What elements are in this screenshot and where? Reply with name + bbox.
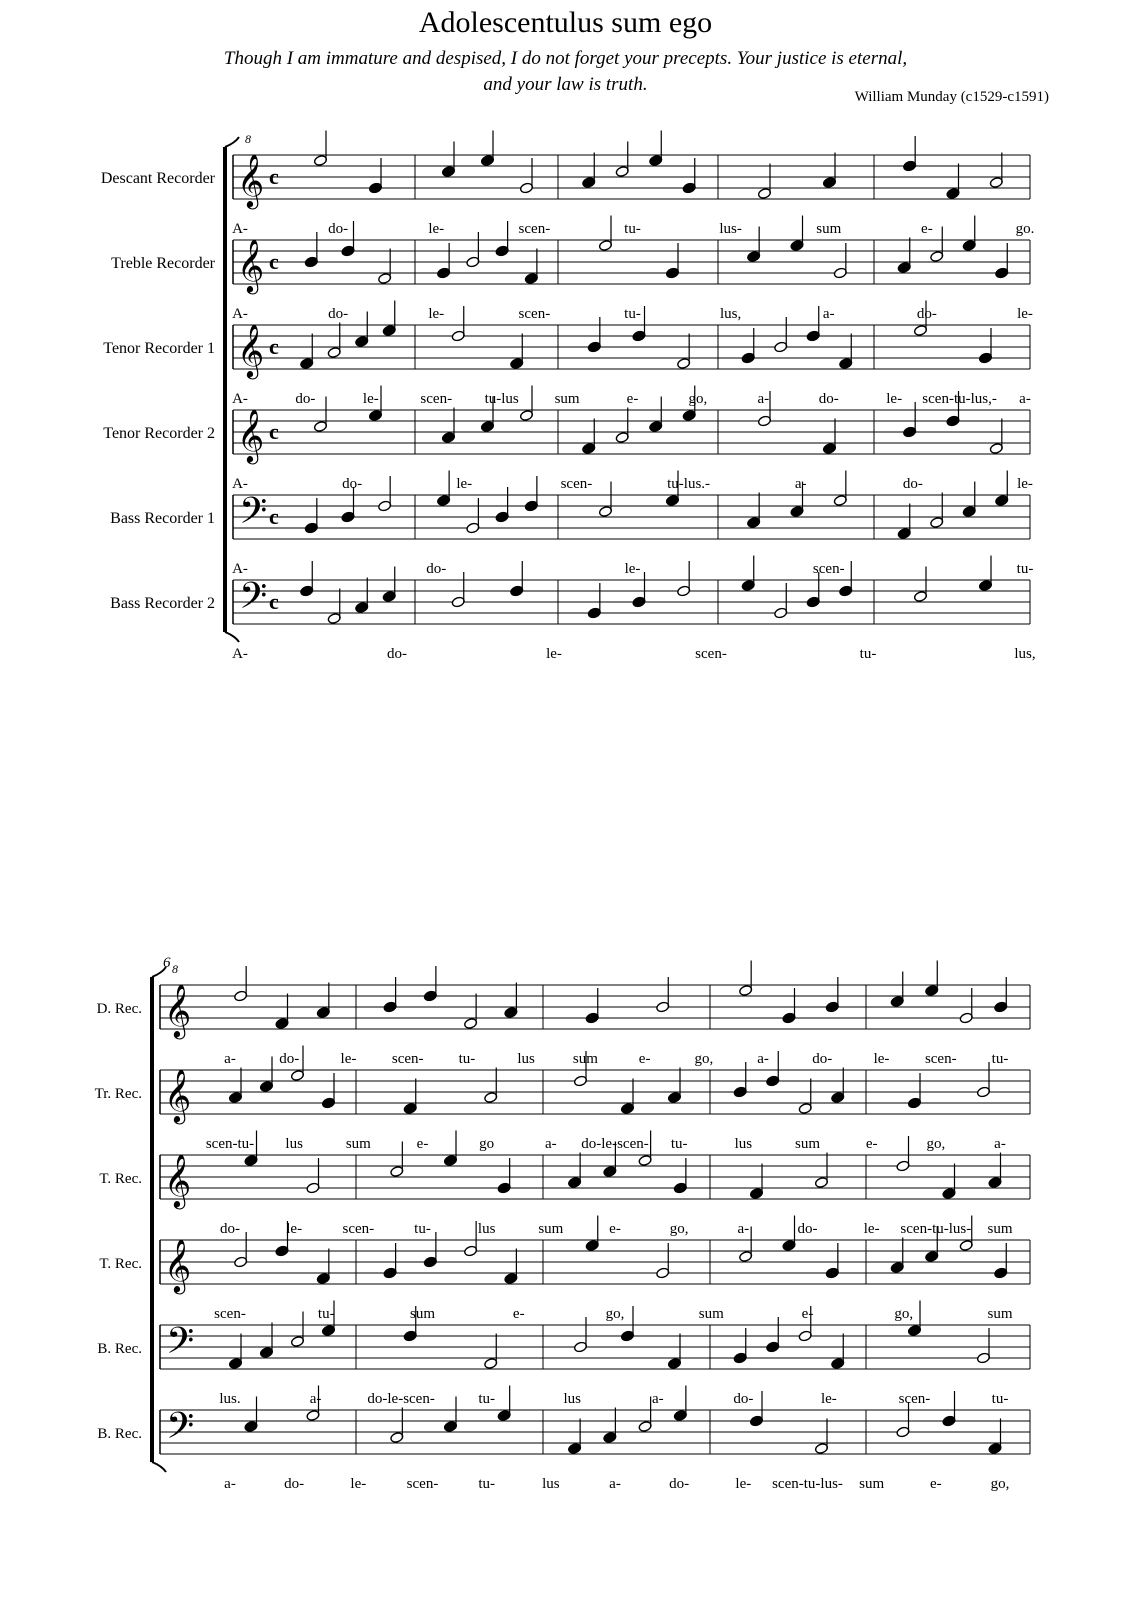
lyric-syllable: scen-tu- (205, 1136, 255, 1152)
lyric-syllable: tu-lus (484, 391, 519, 407)
lyric-syllable: scen- (342, 1221, 375, 1237)
octave-mark: 8 (172, 962, 178, 976)
lyric-syllable: lus (517, 1051, 535, 1067)
lyric-syllable: do- (733, 1391, 754, 1407)
lyric-syllable: scen-tu-lus,- (922, 391, 997, 407)
lyric-syllable: sum (538, 1221, 564, 1237)
system-1 (101, 131, 1036, 663)
lyric-syllable: le- (886, 391, 903, 407)
lyric-syllable: scen- (812, 561, 845, 577)
treble-clef-icon: 𝄞 (164, 985, 192, 1036)
part-name: T. Rec. (99, 1171, 142, 1187)
lyric-syllable: le- (735, 1476, 752, 1492)
lyric-syllable: scen- (214, 1306, 246, 1322)
lyric-syllable: go, (694, 1051, 714, 1067)
lyric-syllable: do- (902, 476, 923, 492)
bass-clef-icon: 𝄢 (166, 1321, 195, 1370)
part-name: Treble Recorder (111, 255, 215, 272)
part-name: Tenor Recorder 1 (103, 340, 215, 357)
treble-clef-icon: 𝄞 (237, 410, 265, 461)
lyric-syllable: scen-tu-lus- (900, 1221, 972, 1237)
common-time-icon: c (269, 589, 279, 614)
lyric-syllable: go. (1015, 221, 1035, 237)
bracket-top-hook (225, 137, 239, 147)
lyric-syllable: sum (987, 1306, 1013, 1322)
lyric-syllable: tu- (478, 1391, 496, 1407)
lyric-syllable: a- (224, 1051, 236, 1067)
lyric-syllable: sum (987, 1221, 1013, 1237)
lyric-syllable: do- (295, 391, 316, 407)
lyric-syllable: do-le-scen- (367, 1391, 435, 1407)
lyric-syllable: A- (232, 221, 248, 237)
lyric-syllable: le- (350, 1476, 367, 1492)
lyric-syllable: a- (1019, 391, 1031, 407)
lyric-syllable: A- (232, 646, 248, 662)
treble-clef-icon: 𝄞 (164, 1240, 192, 1291)
part-name: Tenor Recorder 2 (103, 425, 215, 442)
lyric-syllable: sum (698, 1306, 724, 1322)
measure-number: 6 (163, 955, 171, 971)
lyric-syllable: le- (624, 561, 641, 577)
lyric-syllable: a- (737, 1221, 750, 1237)
lyric-syllable: sum (554, 391, 580, 407)
lyric-syllable: le- (1017, 476, 1033, 492)
bracket-bottom-hook (152, 1462, 166, 1472)
lyric-syllable: e- (921, 221, 933, 237)
lyric-syllable: a- (994, 1136, 1006, 1152)
common-time-icon: c (269, 164, 279, 189)
lyric-syllable: do- (797, 1221, 818, 1237)
lyric-syllable: e- (626, 391, 639, 407)
lyric-syllable: do- (387, 646, 407, 662)
bass-clef-icon: 𝄢 (239, 491, 268, 540)
lyric-syllable: le- (428, 221, 445, 237)
lyric-syllable: go (479, 1136, 495, 1152)
lyric-syllable: le- (873, 1051, 890, 1067)
treble-clef-icon: 𝄞 (164, 1155, 192, 1206)
lyric-syllable: do- (812, 1051, 833, 1067)
bass-clef-icon: 𝄢 (239, 576, 268, 625)
lyric-syllable: do- (220, 1221, 240, 1237)
composer: William Munday (c1529-c1591) (854, 89, 1049, 105)
lyric-syllable: go, (894, 1306, 914, 1322)
subtitle-line-1: Though I am immature and despised, I do not forget your precepts. Your justice is eternal, (223, 48, 908, 69)
lyric-syllable: e- (930, 1476, 942, 1492)
lyric-syllable: e- (512, 1306, 525, 1322)
lyric-syllable: e- (416, 1136, 429, 1152)
staff-1 (97, 961, 1030, 1068)
treble-clef-icon: 𝄞 (237, 325, 265, 376)
staff-1 (101, 131, 1035, 238)
lyric-syllable: le- (456, 476, 473, 492)
lyric-syllable: sum (345, 1136, 371, 1152)
lyric-syllable: lus (542, 1476, 560, 1492)
lyric-syllable: do- (284, 1476, 305, 1492)
lyric-syllable: scen- (695, 646, 727, 662)
lyric-syllable: tu- (624, 221, 641, 237)
lyric-syllable: scen- (518, 221, 551, 237)
staff-2 (111, 216, 1033, 323)
lyric-syllable: le- (546, 646, 562, 662)
lyric-syllable: le- (1017, 306, 1033, 322)
lyric-syllable: A- (232, 306, 248, 322)
part-name: D. Rec. (96, 1001, 142, 1017)
lyric-syllable: lus (734, 1136, 753, 1152)
lyric-syllable: tu- (991, 1051, 1009, 1067)
lyric-syllable: do-le-scen- (581, 1136, 649, 1152)
lyric-syllable: lus (285, 1136, 303, 1152)
common-time-icon: c (269, 249, 279, 274)
part-name: Bass Recorder 2 (110, 595, 215, 612)
treble-clef-icon: 𝄞 (237, 240, 265, 291)
lyric-syllable: A- (232, 561, 248, 577)
lyric-syllable: sum (572, 1051, 598, 1067)
lyric-syllable: le- (428, 306, 445, 322)
lyric-syllable: do- (279, 1051, 300, 1067)
lyric-syllable: do- (426, 561, 447, 577)
part-name: Descant Recorder (100, 170, 215, 187)
part-name: Tr. Rec. (94, 1086, 142, 1102)
lyric-syllable: go, (688, 391, 708, 407)
treble-clef-icon: 𝄞 (237, 155, 265, 206)
lyric-syllable: e- (801, 1306, 814, 1322)
lyric-syllable: sum (859, 1476, 885, 1492)
lyric-syllable: do- (328, 306, 349, 322)
lyric-syllable: a- (309, 1391, 322, 1407)
lyric-syllable: sum (816, 221, 842, 237)
staff-6 (110, 556, 1035, 663)
lyric-syllable: le- (820, 1391, 837, 1407)
lyric-syllable: do- (818, 391, 839, 407)
system-2 (95, 955, 1030, 1492)
lyric-syllable: go, (669, 1221, 689, 1237)
common-time-icon: c (269, 419, 279, 444)
part-name: T. Rec. (99, 1256, 142, 1272)
lyric-syllable: sum (794, 1136, 821, 1152)
part-name: B. Rec. (97, 1426, 142, 1442)
common-time-icon: c (269, 504, 279, 529)
lyric-syllable: a- (545, 1136, 557, 1152)
common-time-icon: c (269, 334, 279, 359)
lyric-syllable: le- (362, 391, 379, 407)
lyric-syllable: a- (757, 391, 770, 407)
octave-mark: 8 (245, 132, 251, 146)
subtitle-line-2: and your law is truth. (483, 74, 648, 95)
lyric-syllable: tu- (414, 1221, 431, 1237)
lyric-syllable: e- (638, 1051, 651, 1067)
lyric-syllable: a- (224, 1476, 236, 1492)
lyric-syllable: a- (822, 306, 835, 322)
lyric-syllable: A- (232, 391, 248, 407)
lyric-syllable: e- (609, 1221, 621, 1237)
lyric-syllable: tu- (458, 1051, 476, 1067)
lyric-syllable: go, (605, 1306, 625, 1322)
lyric-syllable: e- (865, 1136, 878, 1152)
lyric-syllable: le- (340, 1051, 357, 1067)
lyric-syllable: le- (863, 1221, 880, 1237)
lyric-syllable: lus (563, 1391, 581, 1407)
lyric-syllable: scen-tu-lus- (772, 1476, 843, 1492)
lyric-syllable: scen- (898, 1391, 931, 1407)
lyric-syllable: a- (609, 1476, 621, 1492)
lyric-syllable: tu- (991, 1391, 1009, 1407)
lyric-syllable: do- (669, 1476, 690, 1492)
lyric-syllable: scen- (391, 1051, 424, 1067)
score-title: Adolescentulus sum ego (418, 6, 713, 39)
lyric-syllable: scen- (406, 1476, 439, 1492)
lyric-syllable: a- (651, 1391, 664, 1407)
lyric-syllable: do- (342, 476, 363, 492)
lyric-syllable: tu- (1016, 561, 1034, 577)
part-name: Bass Recorder 1 (110, 510, 215, 527)
lyric-syllable: le- (286, 1221, 303, 1237)
lyric-syllable: do- (328, 221, 349, 237)
lyric-syllable: scen- (924, 1051, 957, 1067)
lyric-syllable: lus. (219, 1391, 241, 1407)
lyric-syllable: scen- (560, 476, 593, 492)
lyric-syllable: lus- (719, 221, 742, 237)
lyric-syllable: go, (926, 1136, 946, 1152)
lyric-syllable: tu-lus.- (667, 476, 711, 492)
lyric-syllable: tu- (317, 1306, 335, 1322)
lyric-syllable: A- (232, 476, 248, 492)
lyric-syllable: a- (794, 476, 807, 492)
part-name: B. Rec. (97, 1341, 142, 1357)
bracket-bottom-hook (225, 632, 239, 642)
lyric-syllable: tu- (670, 1136, 688, 1152)
lyric-syllable: lus, (1014, 646, 1036, 662)
lyric-syllable: do- (916, 306, 937, 322)
lyric-syllable: go, (990, 1476, 1010, 1492)
lyric-syllable: scen- (420, 391, 453, 407)
lyric-syllable: tu- (624, 306, 641, 322)
lyric-syllable: lus, (719, 306, 742, 322)
lyric-syllable: a- (757, 1051, 769, 1067)
bass-clef-icon: 𝄢 (166, 1406, 195, 1455)
lyric-syllable: tu- (859, 646, 877, 662)
lyric-syllable: scen- (518, 306, 551, 322)
treble-clef-icon: 𝄞 (164, 1070, 192, 1121)
lyric-syllable: tu- (478, 1476, 496, 1492)
lyric-syllable: lus (477, 1221, 496, 1237)
lyric-syllable: sum (409, 1306, 436, 1322)
